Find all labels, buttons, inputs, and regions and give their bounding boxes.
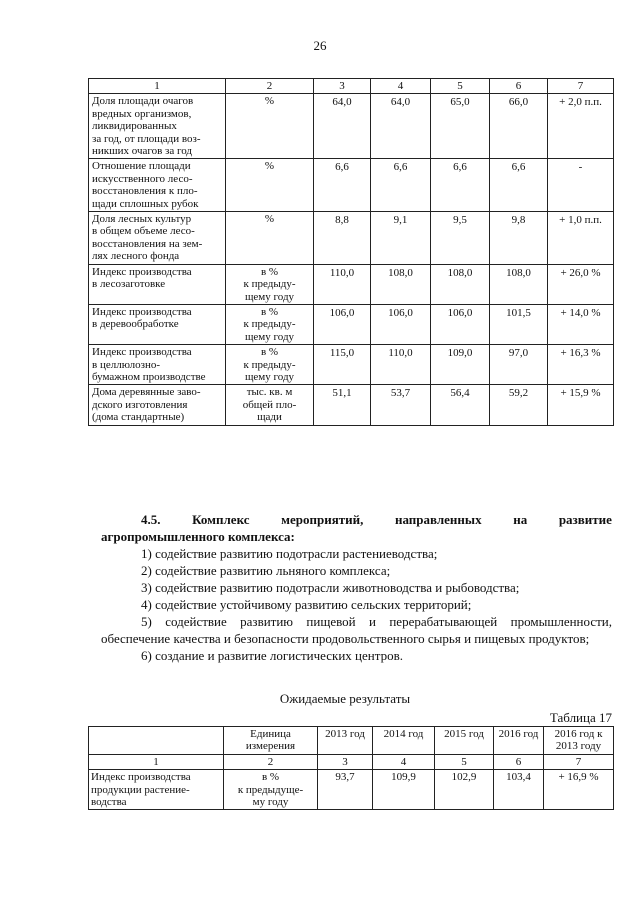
measure-item: 3) содействие развитию подотрасли животноводства и рыбоводства;	[141, 580, 520, 595]
expected-results-table	[88, 726, 614, 810]
cell-line: к предыду-	[243, 318, 296, 331]
value-cell: + 16,3 %	[548, 345, 614, 385]
cell-line: продукции растение-	[91, 783, 190, 796]
value-cell: 115,0	[314, 345, 371, 385]
cell-line: бумажном производстве	[92, 370, 206, 383]
column-header: 2013 год	[318, 727, 373, 755]
value-cell: 106,0	[314, 304, 371, 344]
section-title-word: Комплекс	[192, 512, 250, 527]
value-cell: 93,7	[318, 770, 373, 810]
column-header	[89, 727, 224, 755]
cell-line: водства	[91, 796, 127, 809]
cell-line: Доля лесных культур	[92, 213, 192, 226]
cell-line: щади	[257, 411, 282, 424]
cell-line: в общем объеме лесо-	[92, 225, 195, 238]
table-row	[89, 264, 614, 304]
measure-item: 6) создание и развитие логистических центров.	[141, 648, 403, 663]
column-number: 5	[435, 754, 494, 769]
unit-cell	[226, 94, 314, 159]
table-caption: Ожидаемые результаты	[279, 691, 411, 706]
cell-line: никших очагов за год	[92, 145, 193, 158]
column-number: 7	[548, 79, 614, 94]
cell-line: в деревообработке	[92, 318, 179, 331]
unit-cell	[226, 264, 314, 304]
column-number: 6	[494, 754, 544, 769]
cell-line: дского изготовления	[92, 398, 188, 411]
section-title-word: направленных	[394, 512, 482, 527]
value-cell: + 1,0 п.п.	[548, 212, 614, 265]
column-number: 1	[89, 79, 226, 94]
indicator-name	[89, 159, 226, 212]
cell-line: %	[264, 95, 275, 108]
value-cell: 108,0	[490, 264, 548, 304]
column-number: 1	[89, 754, 224, 769]
indicator-name	[89, 385, 226, 425]
cell-line: Индекс производства	[92, 346, 192, 359]
cell-line: Доля площади очагов	[92, 95, 194, 108]
page-number: 26	[313, 38, 327, 53]
value-cell: 6,6	[314, 159, 371, 212]
column-number: 6	[490, 79, 548, 94]
cell-line: щему году	[244, 290, 295, 303]
cell-line: %	[264, 160, 275, 173]
cell-line: лях лесного фонда	[92, 250, 180, 263]
cell-line: му году	[252, 796, 289, 809]
column-header: 2015 год	[435, 727, 494, 755]
indicators-table	[88, 78, 614, 426]
table-row	[89, 385, 614, 425]
table-header-row	[89, 727, 614, 755]
cell-line: Дома деревянные заво-	[92, 386, 201, 399]
value-cell: 9,5	[431, 212, 490, 265]
column-number: 4	[371, 79, 431, 94]
indicator-name	[89, 304, 226, 344]
cell-line: к предыду-	[243, 278, 296, 291]
cell-line: к предыду-	[243, 358, 296, 371]
cell-line: в %	[260, 265, 279, 278]
column-number: 3	[314, 79, 371, 94]
cell-line: щади сплошных рубок	[92, 197, 199, 210]
column-number: 5	[431, 79, 490, 94]
column-number: 2	[224, 754, 318, 769]
cell-line: щему году	[244, 370, 295, 383]
value-cell: 110,0	[314, 264, 371, 304]
value-cell: 97,0	[490, 345, 548, 385]
value-cell: 8,8	[314, 212, 371, 265]
value-cell: 103,4	[494, 770, 544, 810]
value-cell: 9,1	[371, 212, 431, 265]
value-cell: 65,0	[431, 94, 490, 159]
cell-line: Отношение площади	[92, 160, 191, 173]
value-cell: 9,8	[490, 212, 548, 265]
cell-line: ликвидированных	[92, 120, 177, 133]
value-cell: 6,6	[371, 159, 431, 212]
value-cell: 109,0	[431, 345, 490, 385]
value-cell: 109,9	[373, 770, 435, 810]
measure-item: 1) содействие развитию подотрасли растениеводства;	[141, 546, 438, 561]
column-number: 7	[544, 754, 614, 769]
value-cell: 51,1	[314, 385, 371, 425]
indicator-name	[89, 212, 226, 265]
table-row	[89, 159, 614, 212]
value-cell: 102,9	[435, 770, 494, 810]
value-cell: 64,0	[371, 94, 431, 159]
cell-line: в %	[261, 771, 280, 784]
cell-line: за год, от площади воз-	[92, 132, 201, 145]
section-title-line2: агропромышленного комплекса:	[101, 529, 295, 544]
cell-line: восстановления на зем-	[92, 237, 203, 250]
cell-line: восстановления к пло-	[92, 185, 198, 198]
cell-line: Индекс производства	[91, 771, 191, 784]
indicator-name	[89, 264, 226, 304]
indicator-name	[89, 770, 224, 810]
section-title-word: развитие	[558, 512, 612, 527]
cell-line: общей пло-	[242, 398, 297, 411]
column-header: 2014 год	[373, 727, 435, 755]
value-cell: 6,6	[490, 159, 548, 212]
unit-cell	[226, 159, 314, 212]
cell-line: к предыдуще-	[237, 783, 304, 796]
table-row	[89, 345, 614, 385]
table-row	[89, 94, 614, 159]
column-header: 2016 год к 2013 году	[544, 727, 614, 755]
cell-line: тыс. кв. м	[246, 386, 293, 399]
cell-line: щему году	[244, 330, 295, 343]
cell-line: Индекс производства	[92, 305, 192, 318]
measures-list	[101, 545, 612, 664]
table-label: Таблица 17	[549, 710, 612, 725]
unit-cell	[226, 345, 314, 385]
unit-cell	[226, 385, 314, 425]
section-title-word: на	[513, 512, 528, 527]
cell-line: в %	[260, 346, 279, 359]
table-row	[89, 770, 614, 810]
value-cell: 110,0	[371, 345, 431, 385]
cell-line: %	[264, 213, 275, 226]
cell-line: в целлюлозно-	[92, 358, 161, 371]
column-header: 2016 год	[494, 727, 544, 755]
value-cell: 6,6	[431, 159, 490, 212]
cell-line: Индекс производства	[92, 265, 192, 278]
measure-item: 5) содействие развитию пищевой и перерабатывающей промышленности, обеспечение качества и безопасности продовольственного сырья и пищевых продуктов;	[101, 614, 612, 646]
value-cell: 66,0	[490, 94, 548, 159]
indicator-name	[89, 345, 226, 385]
column-number: 3	[318, 754, 373, 769]
value-cell: 101,5	[490, 304, 548, 344]
cell-line: искусственного лесо-	[92, 172, 193, 185]
unit-cell	[226, 212, 314, 265]
value-cell: 106,0	[431, 304, 490, 344]
value-cell: 56,4	[431, 385, 490, 425]
table-header-row	[89, 79, 614, 94]
unit-cell	[224, 770, 318, 810]
value-cell: + 15,9 %	[548, 385, 614, 425]
cell-line: в лесозаготовке	[92, 278, 166, 291]
indicator-name	[89, 94, 226, 159]
column-header: Единица измерения	[224, 727, 318, 755]
measure-item: 4) содействие устойчивому развитию сельских территорий;	[141, 597, 472, 612]
value-cell: 106,0	[371, 304, 431, 344]
table-row	[89, 212, 614, 265]
cell-line: вредных организмов,	[92, 107, 192, 120]
value-cell: + 2,0 п.п.	[548, 94, 614, 159]
value-cell: -	[548, 159, 614, 212]
measure-item: 2) содействие развитию льняного комплекса;	[141, 563, 391, 578]
value-cell: 108,0	[431, 264, 490, 304]
section-title-word: мероприятий,	[281, 512, 364, 527]
unit-cell	[226, 304, 314, 344]
value-cell: + 14,0 %	[548, 304, 614, 344]
table-row	[89, 304, 614, 344]
cell-line: (дома стандартные)	[92, 411, 185, 424]
table-number-row	[89, 754, 614, 769]
value-cell: + 16,9 %	[544, 770, 614, 810]
cell-line: в %	[260, 305, 279, 318]
section-heading	[101, 511, 612, 545]
column-number: 2	[226, 79, 314, 94]
section-number: 4.5.	[141, 512, 161, 527]
value-cell: 64,0	[314, 94, 371, 159]
column-number: 4	[373, 754, 435, 769]
value-cell: 108,0	[371, 264, 431, 304]
value-cell: + 26,0 %	[548, 264, 614, 304]
value-cell: 59,2	[490, 385, 548, 425]
value-cell: 53,7	[371, 385, 431, 425]
